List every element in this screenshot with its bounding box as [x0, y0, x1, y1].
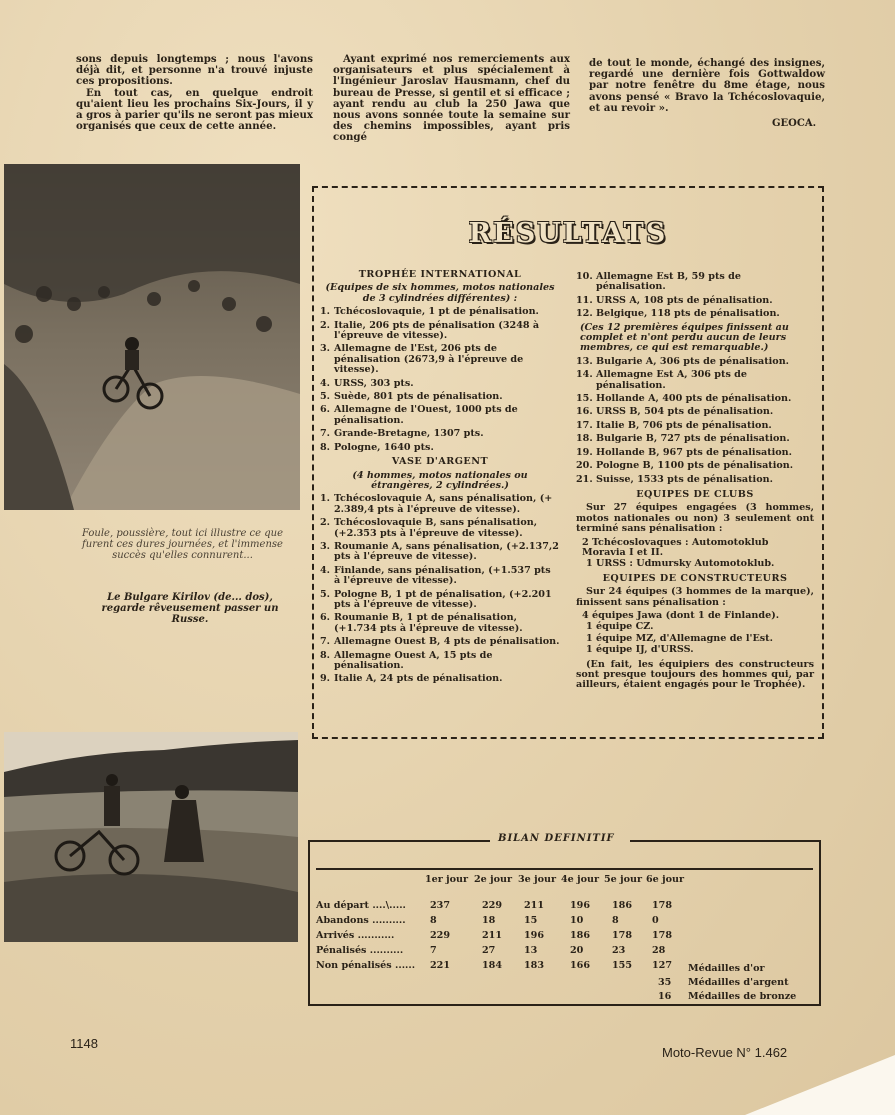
- row-value: 186: [612, 900, 633, 911]
- bilan-top-line: [308, 840, 490, 842]
- bilan-table: [308, 833, 821, 1006]
- row-value: 183: [524, 960, 545, 971]
- list-item: 8. Pologne, 1640 pts.: [320, 441, 434, 453]
- bilan-rule: [316, 868, 813, 870]
- trophee-intro: (Equipes de six hommes, motos nationales de 3 cylindrées différentes) :: [325, 282, 555, 304]
- row-value: 0: [652, 915, 659, 926]
- page-number: 1148: [70, 1036, 98, 1051]
- results-right-column: [576, 272, 814, 694]
- constructeurs-line: 1 équipe CZ.: [586, 621, 654, 633]
- list-item: 4. URSS, 303 pts.: [320, 377, 414, 389]
- vase-note: (Ces 12 premières équipes finissent au complet et n'ont perdu aucun de leurs membres, ce qui est remarquable.): [580, 321, 789, 354]
- list-item: 2. Tchécoslovaquie B, sans pénalisation, (+2.353 pts à l'épreuve de vitesse).: [320, 517, 538, 539]
- constructeurs-heading: EQUIPES DE CONSTRUCTEURS: [602, 572, 788, 584]
- text-column-2: [333, 54, 570, 144]
- vase-continued-list: [576, 272, 814, 320]
- medal-count: 16: [658, 991, 672, 1002]
- paragraph: En tout cas, en quelque endroit qu'aient lieu les prochains Six-Jours, il y a gros à parier qu'ils ne seront pas mieux organisés que ceux de cette année.: [76, 86, 313, 133]
- vase-list: [320, 494, 560, 685]
- row-value: 28: [652, 945, 666, 956]
- row-value: 10: [570, 915, 584, 926]
- photo-caption-bulgarian: Le Bulgare Kirilov (de... dos), regarde rêveusement passer un Russe.: [101, 592, 279, 625]
- text-column-1: [76, 54, 313, 132]
- row-value: 186: [570, 930, 591, 941]
- vase-continued-list-b: [576, 357, 814, 485]
- medal-label: Médailles d'argent: [688, 977, 789, 988]
- row-value: 8: [430, 915, 437, 926]
- photo-image: [4, 732, 298, 942]
- trophee-heading: TROPHÉE INTERNATIONAL: [358, 269, 522, 280]
- list-item: 7. Grande-Bretagne, 1307 pts.: [320, 428, 484, 440]
- vase-heading: VASE D'ARGENT: [391, 456, 489, 468]
- list-item: 19. Hollande B, 967 pts de pénalisation.: [576, 446, 792, 458]
- row-label: Arrivés ...........: [316, 930, 395, 941]
- results-title: RÉSULTATS: [468, 218, 668, 249]
- list-item: 17. Italie B, 706 pts de pénalisation.: [576, 419, 772, 431]
- row-value: 178: [652, 930, 673, 941]
- medal-count: 35: [658, 977, 672, 988]
- constructeurs-line: 1 équipe IJ, d'URSS.: [586, 644, 694, 656]
- list-item: 9. Italie A, 24 pts de pénalisation.: [320, 673, 503, 685]
- row-value: 15: [524, 915, 538, 926]
- header-day: 4e jour: [561, 874, 600, 885]
- row-value: 221: [430, 960, 451, 971]
- magazine-title: Moto-Revue N° 1.462: [662, 1045, 788, 1060]
- bilan-title: BILAN DEFINITIF: [498, 833, 615, 844]
- list-item: 21. Suisse, 1533 pts de pénalisation.: [576, 473, 773, 485]
- row-value: 155: [612, 960, 633, 971]
- list-item: 2. Italie, 206 pts de pénalisation (3248 à l'épreuve de vitesse).: [320, 319, 540, 342]
- list-item: 6. Roumanie B, 1 pt de pénalisation, (+1.734 pts à l'épreuve de vitesse).: [320, 612, 523, 634]
- row-value: 211: [524, 900, 545, 911]
- row-value: 7: [430, 945, 437, 956]
- list-item: 10. Allemagne Est B, 59 pts de pénalisation.: [576, 271, 741, 293]
- paragraph: de tout le monde, échangé des insignes, regardé une dernière fois Gottwaldow par notre fenêtre du 8me étage, nous avons pensé « Bravo la Tchécoslovaquie, et au revoir ».: [589, 57, 825, 114]
- list-item: 1. Tchécoslovaquie A, sans pénalisation, (+ 2.389,4 pts à l'épreuve de vitesse).: [320, 493, 553, 515]
- row-label: Au départ ....\.....: [316, 900, 406, 911]
- row-value: 27: [482, 945, 496, 956]
- row-value: 127: [652, 960, 673, 971]
- row-value: 18: [482, 915, 496, 926]
- results-left-column: [320, 270, 560, 688]
- constructeurs-text: Sur 24 équipes (3 hommes de la marque), finissent sans pénalisation :: [576, 586, 814, 608]
- list-item: 20. Pologne B, 1100 pts de pénalisation.: [576, 460, 794, 472]
- row-value: 196: [570, 900, 591, 911]
- results-box: [312, 186, 824, 739]
- row-value: 211: [482, 930, 503, 941]
- clubs-line: 1 URSS : Udmursky Automotoklub.: [586, 558, 775, 570]
- header-day: 6e jour: [646, 874, 685, 885]
- list-item: 7. Allemagne Ouest B, 4 pts de pénalisation.: [320, 636, 560, 648]
- medal-label: Médailles d'or: [688, 963, 765, 974]
- list-item: 8. Allemagne Ouest A, 15 pts de pénalisation.: [320, 649, 493, 671]
- row-value: 23: [612, 945, 626, 956]
- photo-crowd-rider: [4, 164, 300, 510]
- constructeurs-line: 1 équipe MZ, d'Allemagne de l'Est.: [586, 632, 773, 644]
- list-item: 18. Bulgarie B, 727 pts de pénalisation.: [576, 433, 790, 445]
- list-item: 12. Belgique, 118 pts de pénalisation.: [576, 308, 780, 320]
- row-value: 166: [570, 960, 591, 971]
- paragraph: Ayant exprimé nos remerciements aux organisateurs et plus spécialement à l'Ingénieur Jaroslav Hausmann, chef du bureau de Presse, si gentil et si efficace ; ayant rendu au club la 250 Jawa que nous avons sonnée toute la semaine sur des chemins impossibles, ayant pris congé: [333, 53, 570, 144]
- torn-corner: [745, 1055, 895, 1115]
- author-signature: GEOCA.: [772, 118, 817, 129]
- vase-intro: (4 hommes, motos nationales ou étrangères, 2 cylindrées.): [352, 469, 528, 491]
- row-label: Pénalisés ..........: [316, 945, 404, 956]
- photo-landscape-riders: [4, 732, 298, 942]
- row-value: 229: [430, 930, 451, 941]
- list-item: 3. Roumanie A, sans pénalisation, (+2.137,2 pts à l'épreuve de vitesse).: [320, 540, 559, 563]
- list-item: 14. Allemagne Est A, 306 pts de pénalisation.: [576, 369, 747, 391]
- header-day: 5e jour: [604, 874, 643, 885]
- row-value: 237: [430, 900, 451, 911]
- clubs-heading: EQUIPES DE CLUBS: [636, 488, 754, 500]
- photo-caption-crowd: Foule, poussière, tout ici illustre ce que furent ces dures journées, et l'immense succès qu'elles connurent...: [82, 528, 283, 561]
- row-value: 178: [612, 930, 633, 941]
- header-day: 1er jour: [425, 874, 469, 885]
- row-label: Non pénalisés ......: [316, 960, 416, 971]
- list-item: 5. Pologne B, 1 pt de pénalisation, (+2.201 pts à l'épreuve de vitesse).: [320, 588, 552, 610]
- list-item: 4. Finlande, sans pénalisation, (+1.537 pts à l'épreuve de vitesse).: [320, 564, 551, 587]
- row-label: Abandons ..........: [316, 915, 406, 926]
- trophee-list: [320, 307, 560, 453]
- paragraph: sons depuis longtemps ; nous l'avons déjà dit, et personne n'a trouvé injuste ces propositions.: [76, 53, 313, 88]
- list-item: 3. Allemagne de l'Est, 206 pts de pénalisation (2673,9 à l'épreuve de vitesse).: [320, 343, 524, 376]
- medal-label: Médailles de bronze: [688, 991, 797, 1002]
- list-item: 5. Suède, 801 pts de pénalisation.: [320, 391, 503, 403]
- list-item: 1. Tchécoslovaquie, 1 pt de pénalisation.: [320, 306, 539, 318]
- list-item: 6. Allemagne de l'Ouest, 1000 pts de pénalisation.: [320, 404, 518, 426]
- list-item: 11. URSS A, 108 pts de pénalisation.: [576, 294, 773, 306]
- header-day: 3e jour: [518, 874, 557, 885]
- row-value: 196: [524, 930, 545, 941]
- constructeurs-line: 4 équipes Jawa (dont 1 de Finlande).: [582, 609, 780, 621]
- row-value: 13: [524, 945, 538, 956]
- constructeurs-note: (En fait, les équipiers des constructeurs sont presque toujours des hommes qui, par ailleurs, étaient engagés pour le Trophée).: [576, 658, 814, 691]
- bilan-top-line: [630, 840, 821, 842]
- row-value: 184: [482, 960, 503, 971]
- text-column-3: [589, 58, 825, 114]
- header-day: 2e jour: [474, 874, 513, 885]
- list-item: 15. Hollande A, 400 pts de pénalisation.: [576, 393, 792, 405]
- row-value: 8: [612, 915, 619, 926]
- list-item: 16. URSS B, 504 pts de pénalisation.: [576, 406, 774, 418]
- clubs-text: Sur 27 équipes engagées (3 hommes, motos nationales ou non) 3 seulement ont terminé sans pénalisation :: [576, 502, 814, 535]
- clubs-line: 2 Tchécoslovaques : Automotoklub Moravia I et II.: [582, 536, 769, 558]
- row-value: 20: [570, 945, 584, 956]
- list-item: 13. Bulgarie A, 306 pts de pénalisation.: [576, 355, 790, 367]
- row-value: 229: [482, 900, 503, 911]
- photo-image: [4, 164, 300, 510]
- row-value: 178: [652, 900, 673, 911]
